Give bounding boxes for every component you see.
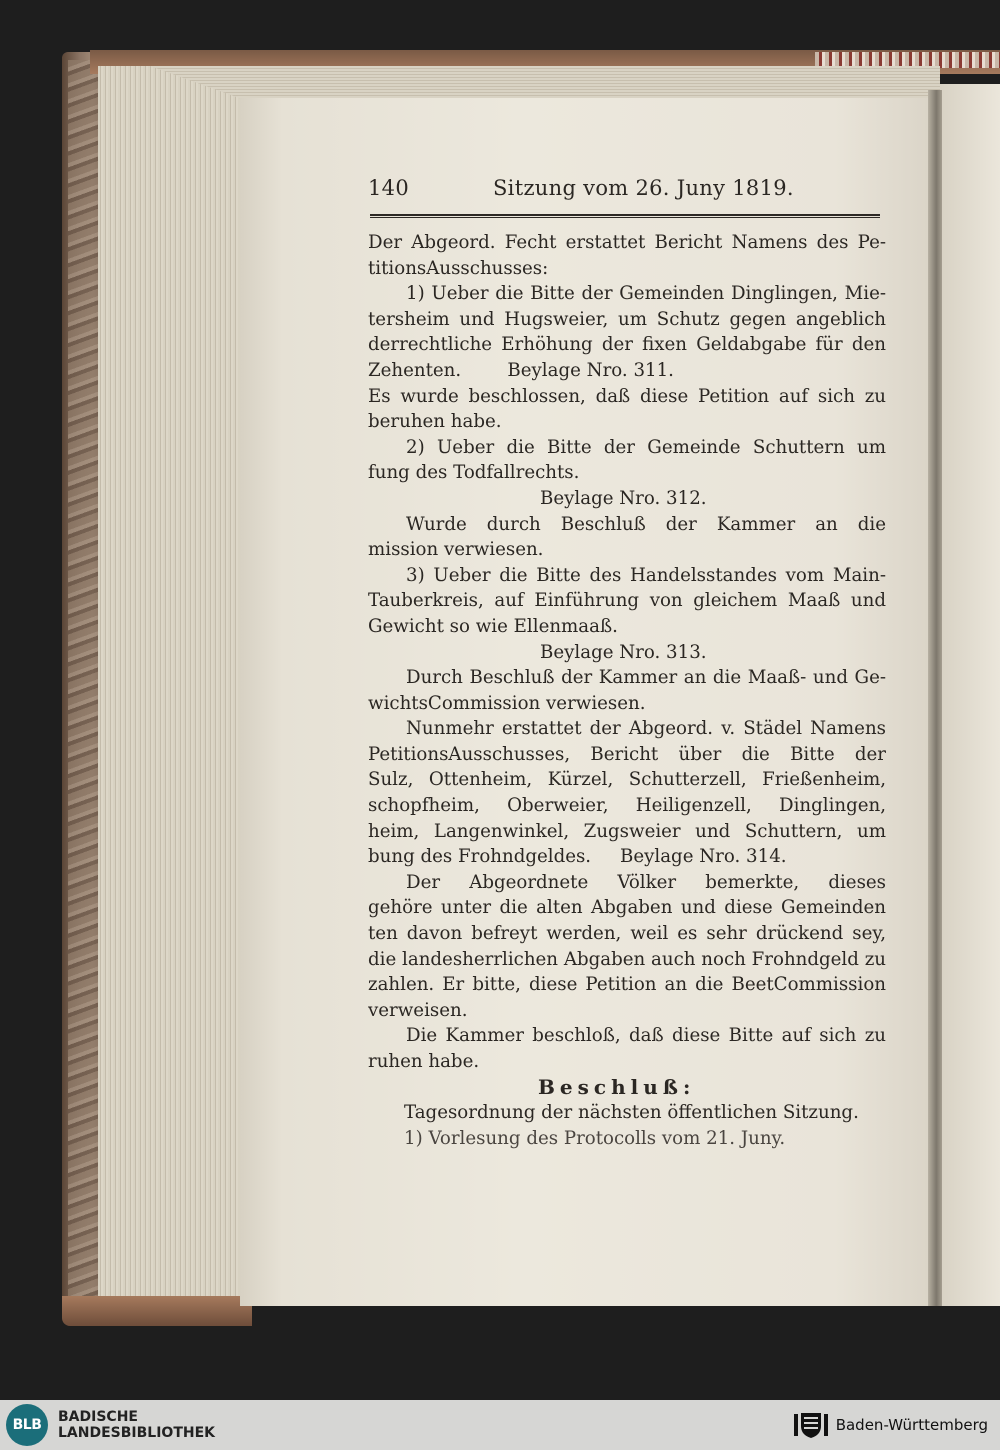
text-line: Beylage Nro. 313. (540, 641, 707, 663)
text-line: 1) Ueber die Bitte der Gemeinden Dinglingen, Mie- (406, 283, 886, 305)
text-line: verweisen. (368, 999, 468, 1021)
text-line: derrechtliche Erhöhung der fixen Geldabgabe für den (368, 334, 886, 356)
text-line: Durch Beschluß der Kammer an die Maaß- und Ge- (406, 667, 886, 689)
page-number: 140 (368, 176, 409, 200)
page-body-text (368, 230, 886, 1151)
text-line: Der Abgeordnete Völker bemerkte, dieses (406, 871, 886, 893)
book-gutter (928, 90, 942, 1306)
state-name: Baden-Württemberg (835, 1416, 988, 1434)
library-name-line2: LANDESBIBLIOTHEK (58, 1425, 216, 1441)
library-name (58, 1409, 215, 1441)
right-page-edge (940, 84, 1000, 1306)
library-name-line1: BADISCHE (58, 1409, 138, 1425)
text-line: fung des Todfallrechts. (368, 462, 580, 484)
text-line: 2) Ueber die Bitte der Gemeinde Schuttern um (406, 436, 886, 458)
text-line: beruhen habe. (368, 411, 502, 433)
text-line: titionsAusschusses: (368, 257, 549, 279)
text-line: ruhen habe. (368, 1051, 480, 1072)
text-line: mission verwiesen. (368, 539, 544, 561)
text-line: die landesherrlichen Abgaben auch noch Frohndgeld zu (368, 948, 886, 970)
text-line: PetitionsAusschusses, Bericht über die Bitte der (368, 743, 886, 765)
text-line: schopfheim, Oberweier, Heiligenzell, Dinglingen, (368, 795, 886, 817)
text-line: Tagesordnung der nächsten öffentlichen Sitzung. (404, 1102, 859, 1124)
text-line: wichtsCommission verwiesen. (368, 692, 646, 714)
page-stack-edges (98, 66, 248, 1306)
text-line: Die Kammer beschloß, daß diese Bitte auf sich zu (406, 1025, 886, 1047)
headband (815, 52, 1000, 68)
text-line: 3) Ueber die Bitte des Handelsstandes vom Main- (406, 564, 886, 586)
blb-logo[interactable]: BLB (6, 1404, 48, 1446)
text-line: bung des Frohndgeldes. Beylage Nro. 314. (368, 846, 787, 868)
text-line: Nunmehr erstattet der Abgeord. v. Städel Namens (406, 718, 886, 740)
coat-of-arms-icon (794, 1410, 828, 1440)
text-line: tersheim und Hugsweier, um Schutz gegen angeblich (368, 308, 886, 330)
header-rule (370, 214, 880, 218)
text-line: Beylage Nro. 312. (540, 487, 707, 509)
text-line: gehöre unter die alten Abgaben und diese Gemeinden (368, 897, 886, 919)
text-line: Beschluß: (538, 1074, 696, 1099)
bw-brand[interactable] (794, 1410, 988, 1440)
text-line: Es wurde beschlossen, daß diese Petition auf sich zu (368, 385, 886, 407)
text-line: Sulz, Ottenheim, Kürzel, Schutterzell, Frießenheim, (368, 769, 886, 791)
text-line: Tauberkreis, auf Einführung von gleichem Maaß und (368, 590, 886, 612)
text-line: Wurde durch Beschluß der Kammer an die (406, 513, 886, 535)
text-line: Der Abgeord. Fecht erstattet Bericht Namens des Pe- (368, 232, 886, 253)
text-line: 1) Vorlesung des Protocolls vom 21. Juny. (404, 1127, 786, 1149)
running-head (368, 176, 888, 200)
text-line: zahlen. Er bitte, diese Petition an die BeetCommission (368, 974, 886, 996)
marbled-cover (68, 60, 98, 1310)
text-line: Zehenten. Beylage Nro. 311. (368, 359, 674, 381)
viewer-footer-bar (0, 1400, 1000, 1450)
text-line: ten davon befreyt werden, weil es sehr drückend sey, (368, 923, 886, 945)
book-cover-bottom (62, 1296, 252, 1326)
text-line: Gewicht so wie Ellenmaaß. (368, 615, 618, 637)
page-stack-top (150, 66, 940, 100)
running-title: Sitzung vom 26. Juny 1819. (493, 176, 794, 200)
text-line: heim, Langenwinkel, Zugsweier und Schuttern, um (368, 820, 886, 842)
